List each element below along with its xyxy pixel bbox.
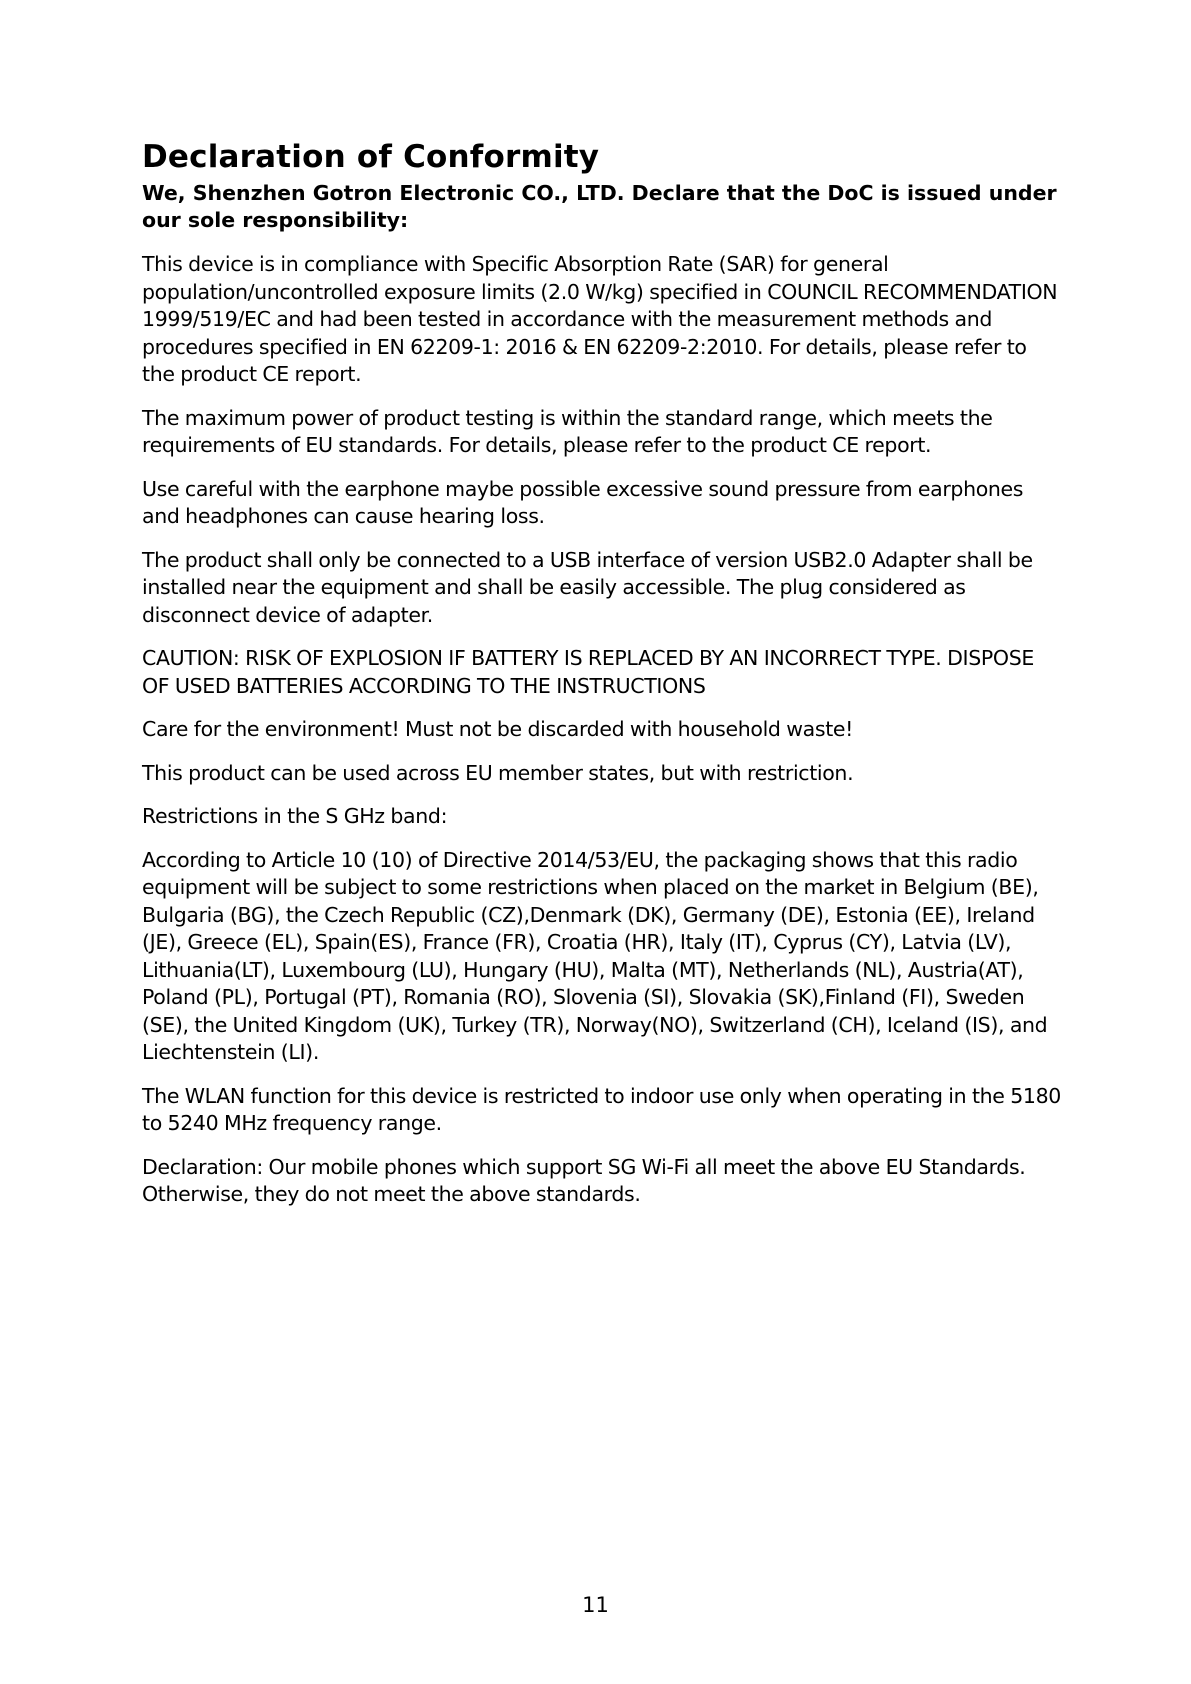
paragraph-sar-compliance: This device is in compliance with Specific Absorption Rate (SAR) for general population/uncontrolled exposure limits (2.0 W/kg) specified in COUNCIL RECOMMENDATION 1999/519/EC and had been tested in accordance with the measurement methods and procedures specified in EN 62209-1: 2016 & EN 62209-2:2010. For details, please refer to the product CE report. [142,252,1058,386]
page-number: 11 [582,1593,609,1617]
paragraph-list [142,251,1062,1209]
paragraph-max-power: The maximum power of product testing is within the standard range, which meets the requirements of EU standards. For details, please refer to the product CE report. [142,405,993,457]
paragraph-band-restrictions-heading: Restrictions in the S GHz band: [142,804,448,828]
paragraph-wlan-indoor: The WLAN function for this device is restricted to indoor use only when operating in the 5180 to 5240 MHz frequency range. [142,1083,1061,1135]
paragraph-battery-caution: CAUTION: RISK OF EXPLOSION IF BATTERY IS REPLACED BY AN INCORRECT TYPE. DISPOSE OF USED BATTERIES ACCORDING TO THE INSTRUCTIONS [142,646,1034,698]
paragraph-earphone-warning: Use careful with the earphone maybe possible excessive sound pressure from earphones and headphones can cause hearing loss. [142,476,1024,528]
paragraph-environment: Care for the environment! Must not be discarded with household waste! [142,717,854,741]
page-title: Declaration of Conformity [142,139,600,175]
paragraph-usb-adapter: The product shall only be connected to a USB interface of version USB2.0 Adapter shall be installed near the equipment and shall be easily accessible. The plug considered as disconnect device of adapter. [142,547,1033,627]
paragraph-country-restrictions: According to Article 10 (10) of Directive 2014/53/EU, the packaging shows that this radio equipment will be subject to some restrictions when placed on the market in Belgium (BE), Bulgaria (BG), the Czech Republic (CZ),Denmark (DK), Germany (DE), Estonia (EE), Ireland (JE), Greece (EL), Spain(ES), France (FR), Croatia (HR), Italy (IT), Cyprus (CY), Latvia (LV), Lithuania(LT), Luxembourg (LU), Hungary (HU), Malta (MT), Netherlands (NL), Austria(AT), Poland (PL), Portugal (PT), Romania (RO), Slovenia (SI), Slovakia (SK),Finland (FI), Sweden (SE), the United Kingdom (UK), Turkey (TR), Norway(NO), Switzerland (CH), Iceland (IS), and Liechtenstein (LI). [142,847,1048,1064]
declaration-subtitle: We, Shenzhen Gotron Electronic CO., LTD. Declare that the DoC is issued under our sole responsibility: [142,181,1057,232]
document-body [142,138,1062,1225]
paragraph-declaration: Declaration: Our mobile phones which support SG Wi-Fi all meet the above EU Standards. Otherwise, they do not meet the above standards. [142,1154,1026,1206]
paragraph-eu-usage: This product can be used across EU member states, but with restriction. [142,760,854,785]
